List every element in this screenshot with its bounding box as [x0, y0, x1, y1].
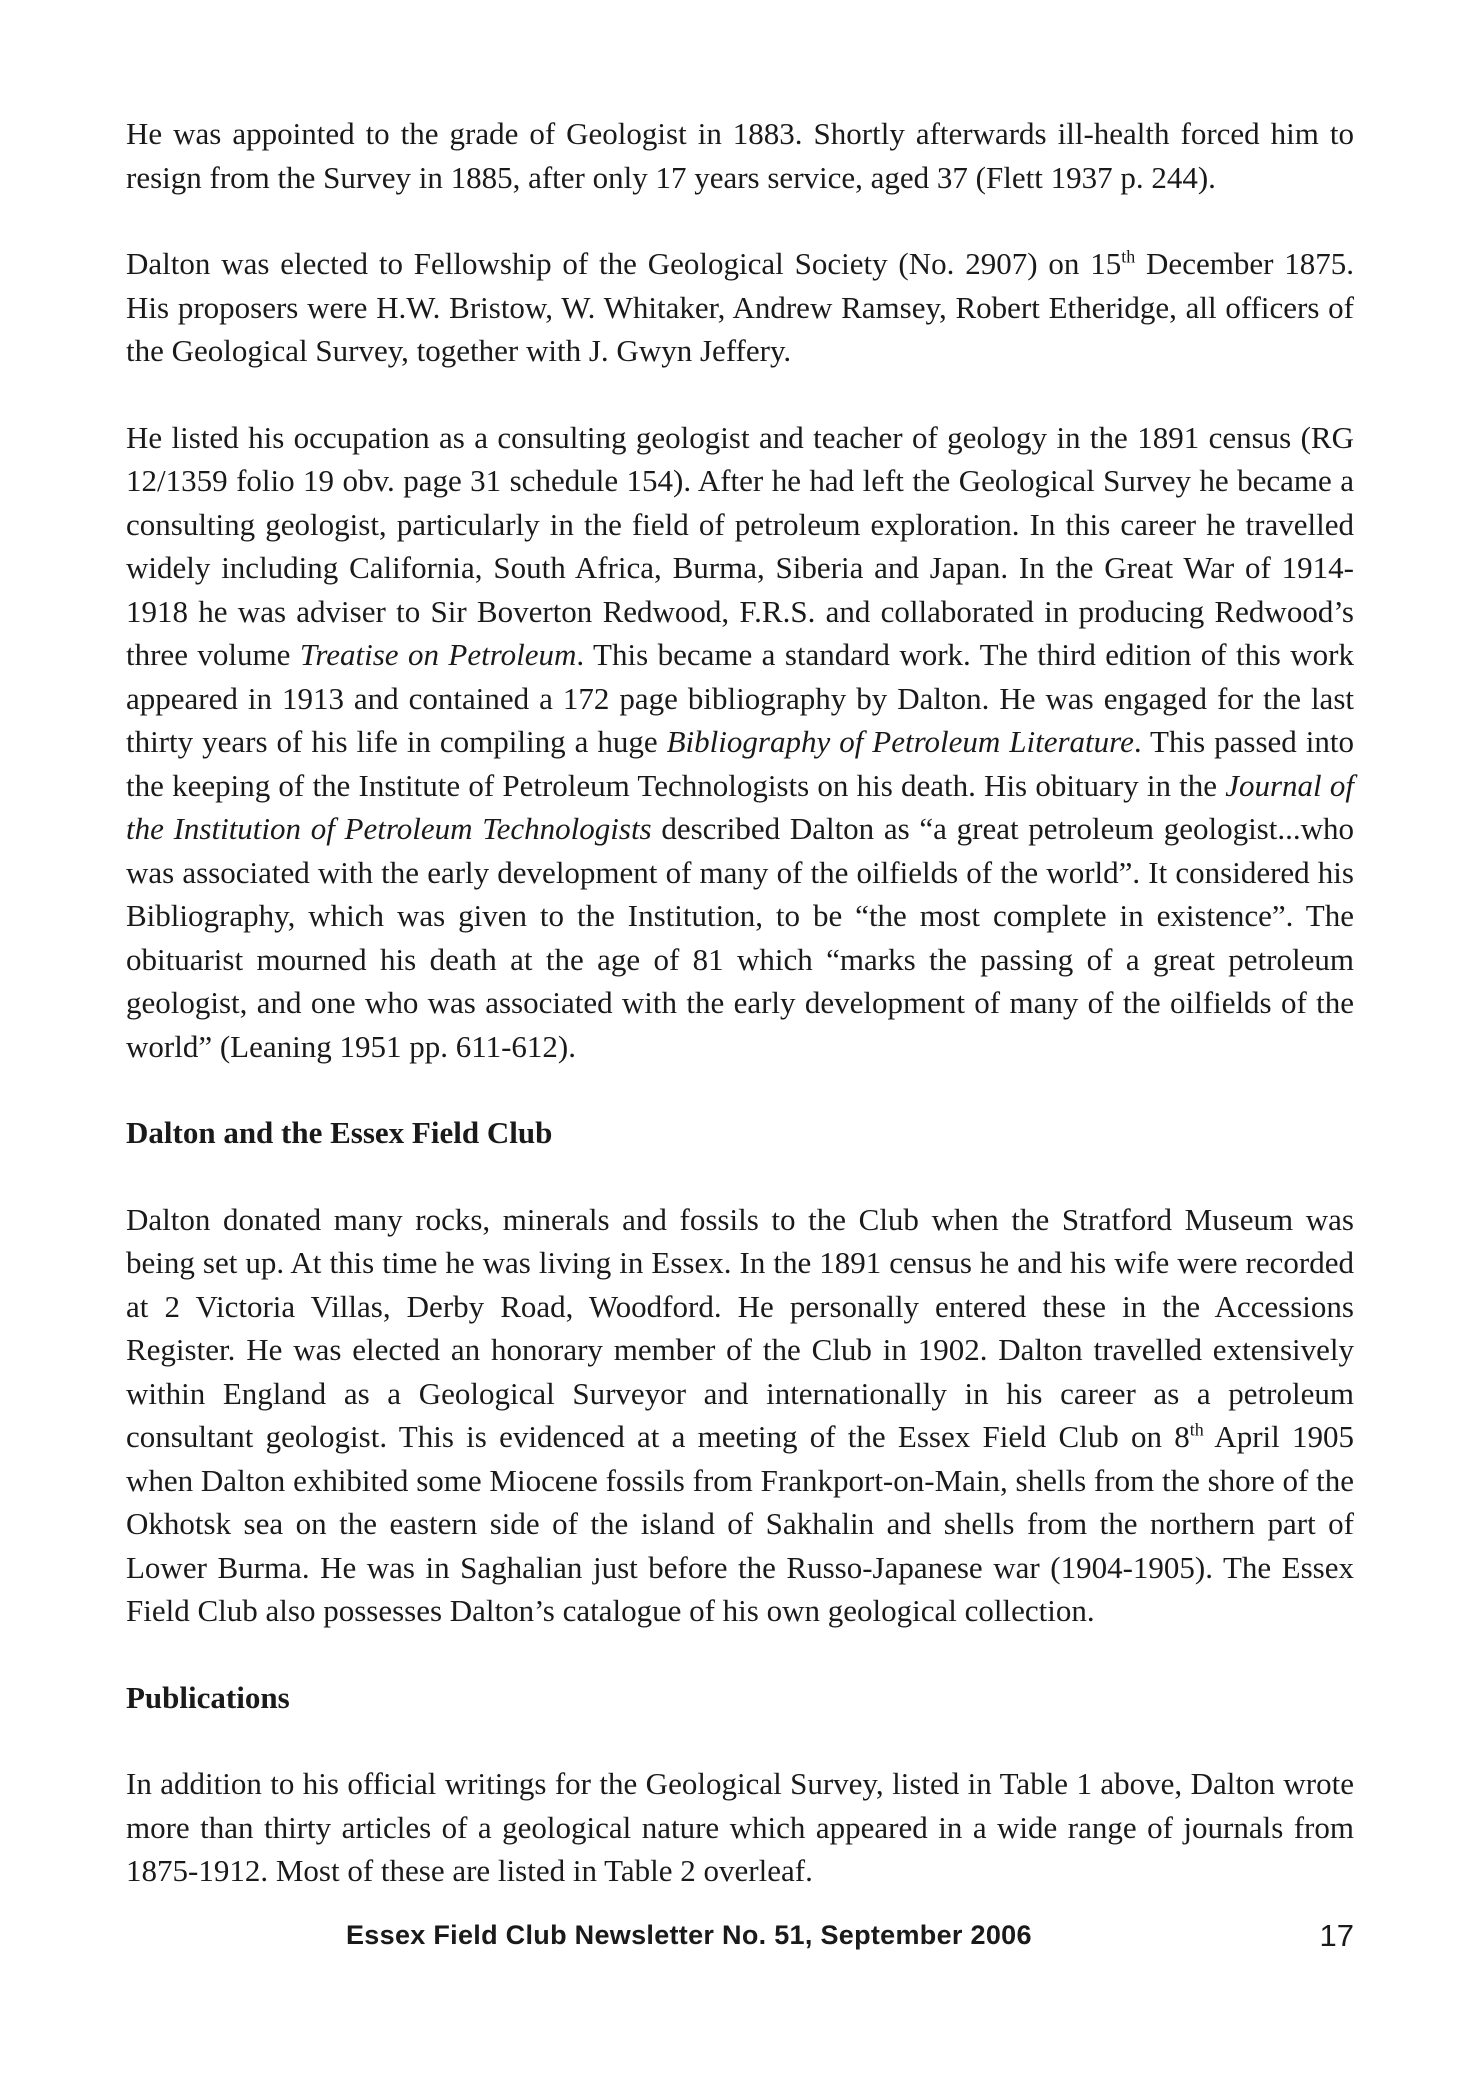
section-heading-essex-field-club: Dalton and the Essex Field Club — [126, 1115, 553, 1150]
paragraph-fellowship — [126, 242, 1354, 373]
journal-title: Journal of the Institution of Petroleum Technologists — [126, 767, 1354, 846]
page-body — [126, 112, 1354, 1936]
paragraph-career-text-1: He listed his occupation as a consulting geologist and teacher of geology in the 1891 census (RG 12/1359 folio 19 obv. page 31 schedule 154). After he had left the Geological Survey he became a consulting geologist, particularly in the field of petroleum exploration. In this career he travelled widely including California, South Africa, Burma, Siberia and Japan. In the Great War of 1914-1918 he was adviser to Sir Boverton Redwood, F.R.S. and collaborated in producing Redwood’s three volume — [126, 419, 1354, 672]
paragraph-appointment: He was appointed to the grade of Geologist in 1883. Shortly afterwards ill-health forced him to resign from the Survey in 1885, after only 17 years service, aged 37 (Flett 1937 p. 244). — [126, 116, 1354, 195]
paragraph-career-text-2: . This became a standard work. The third edition of this work appeared in 1913 and contained a 172 page bibliography by Dalton. He was engaged for the last thirty years of his life in compiling a huge — [126, 637, 1354, 759]
paragraph-fellowship-text-2: December 1875. His proposers were H.W. Bristow, W. Whitaker, Andrew Ramsey, Robert Etheridge, all officers of the Geological Survey, together with J. Gwyn Jeffery. — [126, 246, 1354, 368]
newsletter-title: Essex Field Club Newsletter No. 51, September 2006 — [346, 1920, 1032, 1950]
paragraph-career — [126, 416, 1354, 1069]
book-title-bibliography: Bibliography of Petroleum Literature — [666, 724, 1134, 759]
page-footer — [126, 1920, 1354, 1960]
paragraph-career-text-4: described Dalton as “a great petroleum geologist...who was associated with the early development of many of the oilfields of the world”. It considered his Bibliography, which was given to the Institution, to be “the most complete in existence”. The obituarist mourned his death at the age of 81 which “marks the passing of a great petroleum geologist, and one who was associated with the early development of many of the oilfields of the world” (Leaning 1951 pp. 611-612). — [126, 811, 1354, 1064]
ordinal-superscript: th — [1121, 246, 1136, 267]
ordinal-superscript: th — [1189, 1419, 1204, 1440]
page-number: 17 — [1319, 1918, 1354, 1953]
paragraph-essex-text-1: Dalton donated many rocks, minerals and fossils to the Club when the Stratford Museum was being set up. At this time he was living in Essex. In the 1891 census he and his wife were recorded at 2 Victoria Villas, Derby Road, Woodford. He personally entered these in the Accessions Register. He was elected an honorary member of the Club in 1902. Dalton travelled extensively within England as a Geological Surveyor and internationally in his career as a petroleum consultant geologist. This is evidenced at a meeting of the Essex Field Club on 8 — [126, 1201, 1354, 1454]
paragraph-publications: In addition to his official writings for the Geological Survey, listed in Table 1 above, Dalton wrote more than thirty articles of a geological nature which appeared in a wide range of journals from 1875-1912. Most of these are listed in Table 2 overleaf. — [126, 1766, 1354, 1888]
section-heading-publications: Publications — [126, 1679, 290, 1715]
book-title-treatise: Treatise on Petroleum — [299, 637, 577, 672]
paragraph-fellowship-text-1: Dalton was elected to Fellowship of the Geological Society (No. 2907) on 15 — [126, 246, 1122, 281]
paragraph-career-text-3: . This passed into the keeping of the Institute of Petroleum Technologists on his death. His obituary in the — [126, 724, 1354, 803]
paragraph-essex-text-2: April 1905 when Dalton exhibited some Miocene fossils from Frankport-on-Main, shells from the shore of the Okhotsk sea on the eastern side of the island of Sakhalin and shells from the northern part of Lower Burma. He was in Saghalian just before the Russo-Japanese war (1904-1905). The Essex Field Club also possesses Dalton’s catalogue of his own geological collection. — [126, 1419, 1354, 1628]
paragraph-essex-field-club — [126, 1198, 1354, 1633]
